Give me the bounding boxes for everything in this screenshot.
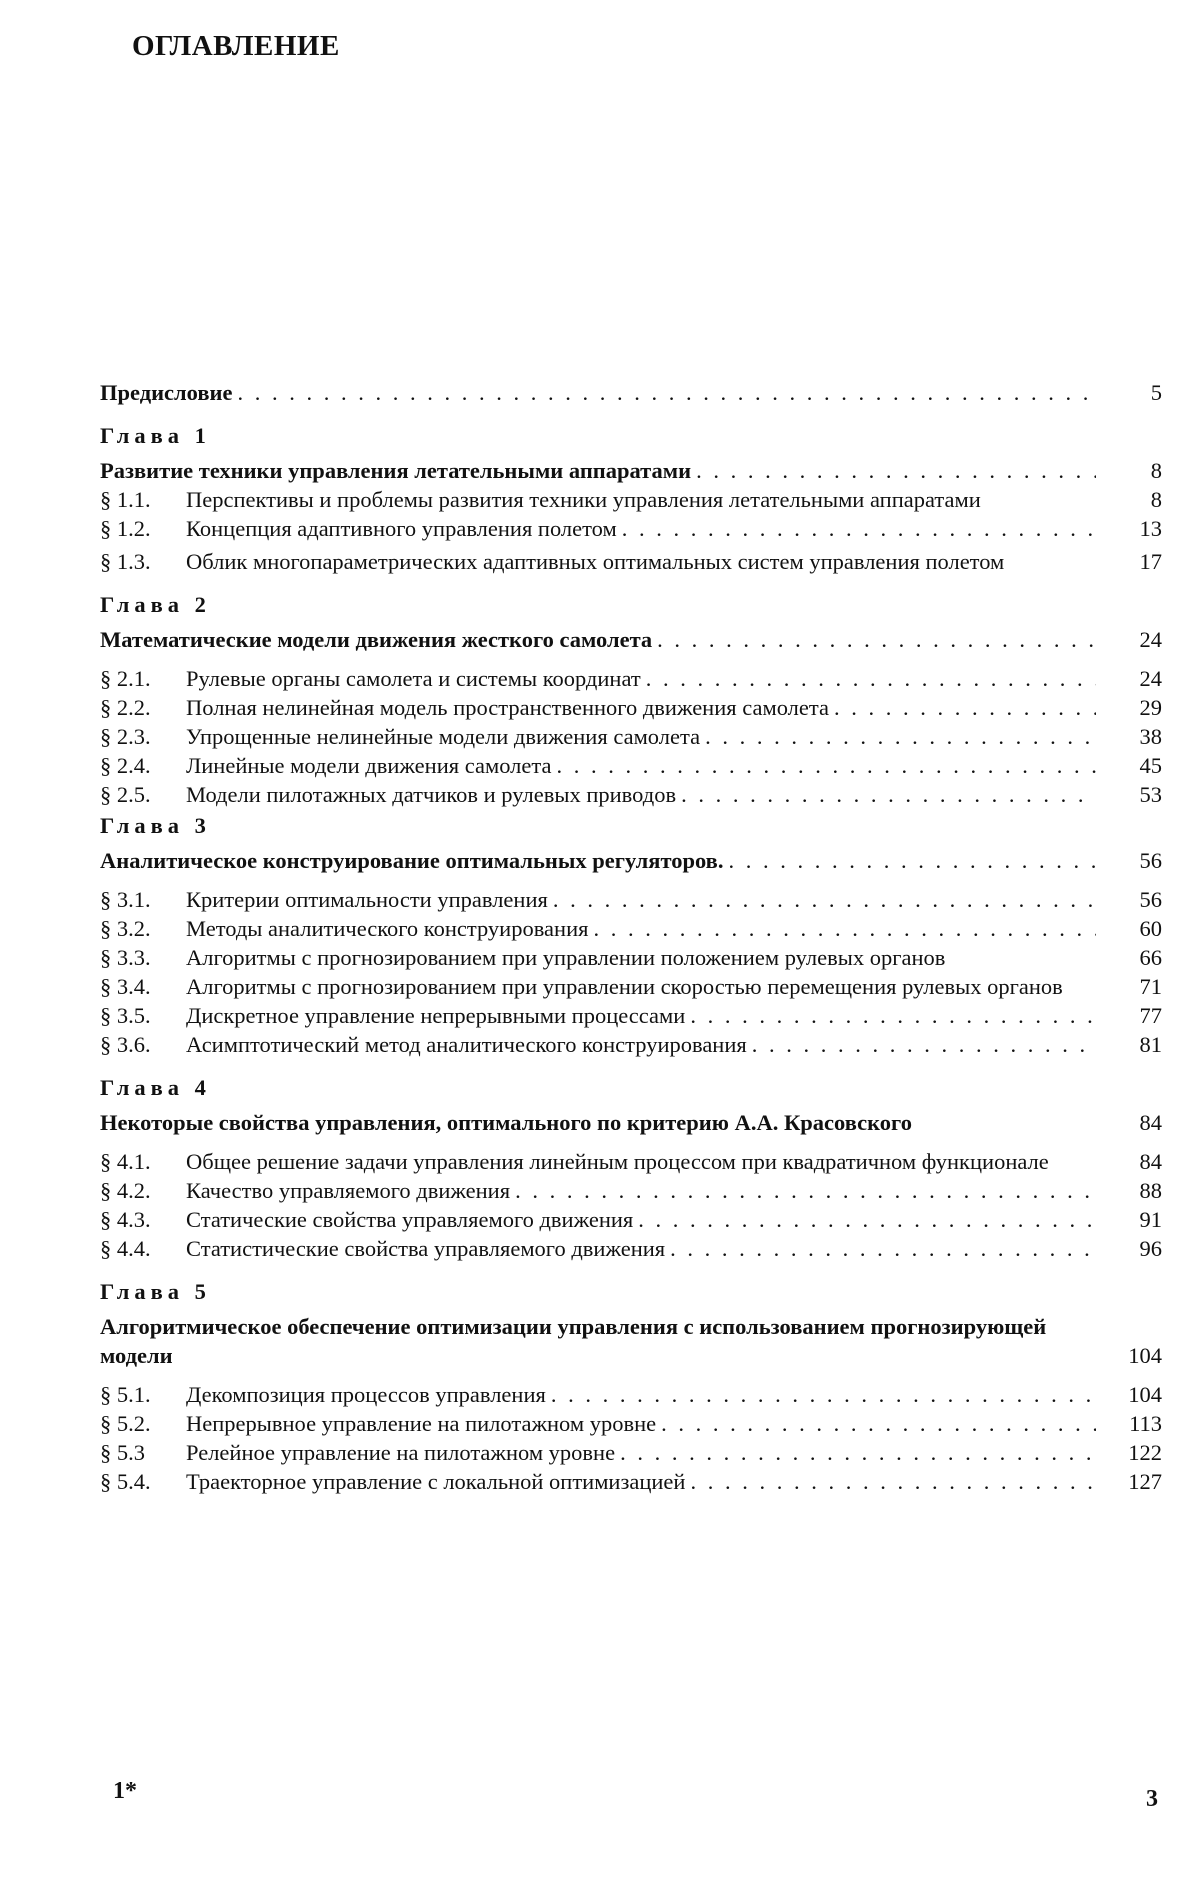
toc-section <box>100 1030 1162 1059</box>
section-title: Упрощенные нелинейные модели движения самолета <box>186 724 701 749</box>
section-title: Непрерывное управление на пилотажном уровне <box>186 1411 657 1436</box>
page-number: 113 <box>1129 1411 1162 1436</box>
toc-section <box>100 485 1162 514</box>
toc-section <box>100 1438 1162 1467</box>
toc-section <box>100 885 1162 914</box>
page-number: 127 <box>1128 1469 1162 1494</box>
leader-dots <box>681 780 1096 809</box>
chapter-label: Глава 5 <box>100 1279 211 1304</box>
toc-section <box>100 914 1162 943</box>
section-number: § 3.2. <box>100 916 151 941</box>
toc-section <box>100 1234 1162 1263</box>
section-title: Релейное управление на пилотажном уровне <box>186 1440 616 1465</box>
page-number: 91 <box>1139 1207 1162 1232</box>
leader-dots <box>646 664 1096 693</box>
section-number: § 2.1. <box>100 666 151 691</box>
section-number: § 2.3. <box>100 724 151 749</box>
section-title: Линейные модели движения самолета <box>186 753 552 778</box>
page-number: 71 <box>1139 974 1162 999</box>
leader-dots <box>728 846 1096 875</box>
chapter-title: Некоторые свойства управления, оптимального по критерию А.А. Красовского 84 <box>100 1110 1162 1135</box>
page-number: 8 <box>1150 487 1162 512</box>
section-number: § 4.4. <box>100 1236 151 1261</box>
section-title: Методы аналитического конструирования <box>186 916 589 941</box>
section-title: Траекторное управление с локальной оптимизацией <box>186 1469 686 1494</box>
chapter-title: Математические модели движения жесткого самолета . . . 24 <box>100 625 1162 654</box>
toc-section <box>100 693 1162 722</box>
page-number: 96 <box>1139 1236 1162 1261</box>
section-number: § 3.6. <box>100 1032 151 1057</box>
section-title: Полная нелинейная модель пространственного движения самолета <box>186 695 829 720</box>
table-of-contents <box>100 378 1162 1496</box>
leader-dots <box>696 456 1096 485</box>
toc-section <box>100 943 1162 972</box>
page-title: ОГЛАВЛЕНИЕ <box>132 30 340 62</box>
section-number: § 1.1. <box>100 487 151 512</box>
toc-section <box>100 547 1162 576</box>
leader-dots <box>670 1234 1096 1263</box>
toc-section <box>100 1205 1162 1234</box>
leader-dots <box>690 1001 1096 1030</box>
section-number: § 4.1. <box>100 1149 151 1174</box>
section-number: § 3.1. <box>100 887 151 912</box>
section-title: Перспективы и проблемы развития техники управления летательными аппаратами <box>186 487 981 512</box>
section-number: § 3.5. <box>100 1003 151 1028</box>
leader-dots <box>690 1467 1096 1496</box>
toc-section <box>100 1147 1162 1176</box>
chapter-title: Аналитическое конструирование оптимальных регуляторов. . . . 56 <box>100 846 1162 875</box>
section-number: § 4.2. <box>100 1178 151 1203</box>
page-number: 104 <box>1128 1382 1162 1407</box>
chapter-label: Глава 3 <box>100 813 211 838</box>
section-number: § 1.3. <box>100 549 151 574</box>
chapter-label: Глава 2 <box>100 592 211 617</box>
leader-dots <box>638 1205 1096 1234</box>
page-number: 104 <box>1128 1343 1162 1368</box>
toc-section <box>100 972 1162 1001</box>
section-title: Статические свойства управляемого движения <box>186 1207 634 1232</box>
leader-dots <box>515 1176 1096 1205</box>
section-title: Дискретное управление непрерывными процессами <box>186 1003 686 1028</box>
page-number: 84 <box>1139 1149 1162 1174</box>
page-number: 88 <box>1139 1178 1162 1203</box>
toc-entry-preface <box>100 378 1162 407</box>
leader-dots <box>657 625 1096 654</box>
toc-section <box>100 1001 1162 1030</box>
section-title: Алгоритмы с прогнозированием при управлении скоростью перемещения рулевых органов <box>186 974 1063 999</box>
chapter-label: Глава 4 <box>100 1075 211 1100</box>
page-number: 60 <box>1139 916 1162 941</box>
toc-section <box>100 722 1162 751</box>
toc-section <box>100 1467 1162 1496</box>
toc-section <box>100 1380 1162 1409</box>
page-number: 45 <box>1139 753 1162 778</box>
page-number: 38 <box>1139 724 1162 749</box>
page-number-footer: 3 <box>1146 1786 1158 1812</box>
signature-mark: 1* <box>113 1778 137 1804</box>
leader-dots <box>661 1409 1096 1438</box>
page-number: 77 <box>1139 1003 1162 1028</box>
section-number: § 2.5. <box>100 782 151 807</box>
chapter-title: Развитие техники управления летательными аппаратами . . . 8 <box>100 456 1162 485</box>
section-title: Критерии оптимальности управления <box>186 887 548 912</box>
page-number: 81 <box>1139 1032 1162 1057</box>
page-number: 122 <box>1128 1440 1162 1465</box>
chapter-title: Алгоритмическое обеспечение оптимизации управления с использованием прогнозирующей модели 104 <box>100 1314 1162 1368</box>
leader-dots <box>556 751 1096 780</box>
toc-section <box>100 751 1162 780</box>
page-number: 5 <box>1150 380 1162 405</box>
section-number: § 3.3. <box>100 945 151 970</box>
chapter-label: Глава 1 <box>100 423 211 448</box>
section-number: § 3.4. <box>100 974 151 999</box>
leader-dots <box>553 885 1096 914</box>
leader-dots <box>622 514 1096 543</box>
toc-section <box>100 514 1162 543</box>
section-title: Качество управляемого движения <box>186 1178 511 1203</box>
section-title: Концепция адаптивного управления полетом <box>186 516 617 541</box>
page-number: 8 <box>1150 458 1162 483</box>
leader-dots <box>752 1030 1096 1059</box>
section-title: Рулевые органы самолета и системы координат <box>186 666 641 691</box>
page-number: 56 <box>1139 848 1162 873</box>
section-number: § 2.2. <box>100 695 151 720</box>
section-number: § 5.1. <box>100 1382 151 1407</box>
leader-dots <box>834 693 1096 722</box>
section-number: § 5.3 <box>100 1440 145 1465</box>
section-title: Статистические свойства управляемого движения <box>186 1236 666 1261</box>
section-title: Модели пилотажных датчиков и рулевых приводов <box>186 782 677 807</box>
page-number: 84 <box>1139 1110 1162 1135</box>
section-number: § 4.3. <box>100 1207 151 1232</box>
page-number: 24 <box>1139 627 1162 652</box>
toc-section <box>100 664 1162 693</box>
toc-section <box>100 1176 1162 1205</box>
leader-dots <box>237 378 1096 407</box>
page-number: 13 <box>1139 516 1162 541</box>
section-number: § 1.2. <box>100 516 151 541</box>
section-title: Декомпозиция процессов управления <box>186 1382 546 1407</box>
leader-dots <box>593 914 1096 943</box>
leader-dots <box>705 722 1096 751</box>
page-number: 56 <box>1139 887 1162 912</box>
leader-dots <box>620 1438 1096 1467</box>
leader-dots <box>551 1380 1096 1409</box>
page-number: 24 <box>1139 666 1162 691</box>
page-number: 29 <box>1139 695 1162 720</box>
section-title: Облик многопараметрических адаптивных оптимальных систем управления полетом <box>186 549 1005 574</box>
section-title: Алгоритмы с прогнозированием при управлении положением рулевых органов <box>186 945 946 970</box>
page-number: 66 <box>1139 945 1162 970</box>
section-number: § 5.2. <box>100 1411 151 1436</box>
section-number: § 5.4. <box>100 1469 151 1494</box>
toc-section <box>100 780 1162 809</box>
page-number: 17 <box>1139 549 1162 574</box>
page-number: 53 <box>1139 782 1162 807</box>
section-number: § 2.4. <box>100 753 151 778</box>
preface-title: Предисловие <box>100 380 233 405</box>
section-title: Асимптотический метод аналитического конструирования <box>186 1032 747 1057</box>
section-title: Общее решение задачи управления линейным процессом при квадратичном функционале <box>186 1149 1049 1174</box>
toc-section <box>100 1409 1162 1438</box>
